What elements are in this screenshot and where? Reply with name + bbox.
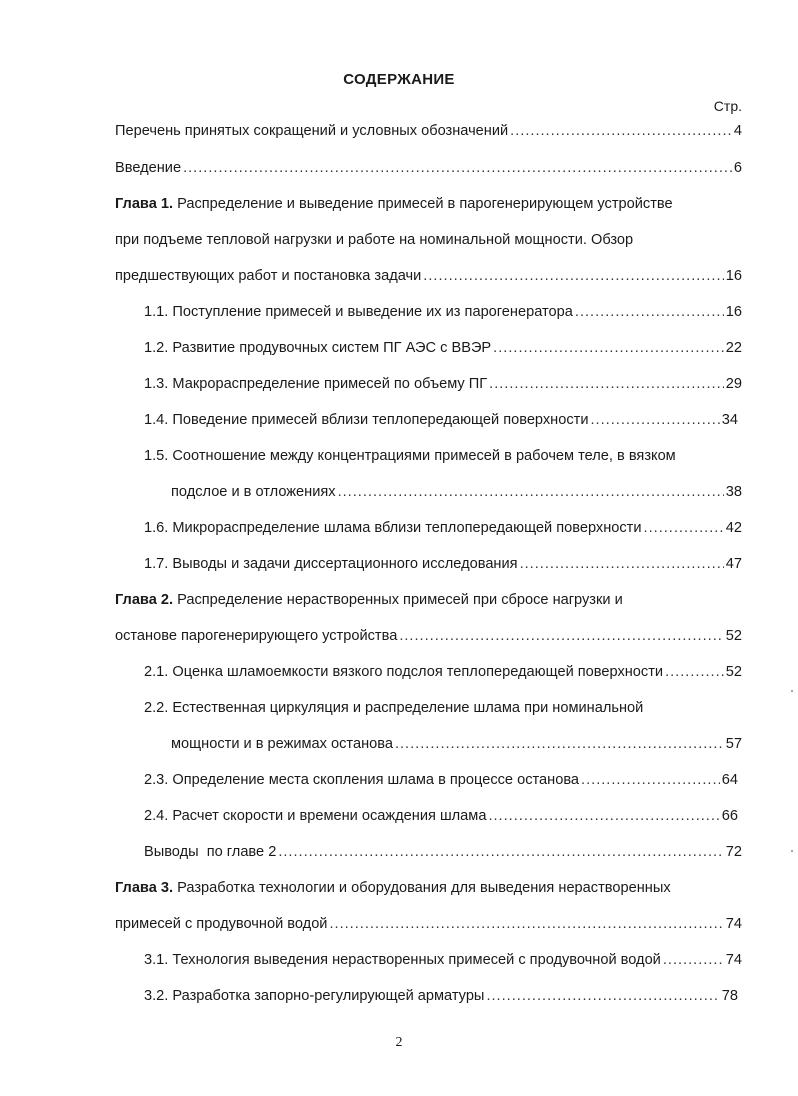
toc-entry-3-1 (144, 951, 742, 969)
toc-leader-dots (488, 807, 719, 825)
toc-entry-page: 74 (725, 916, 742, 932)
toc-entry-text: Перечень принятых сокращений и условных обозначений (115, 123, 509, 139)
toc-entry-text: 2.1. Оценка шламоемкости вязкого подслоя теплопередающей поверхности (144, 664, 664, 680)
chapter-label: Глава 3. (115, 880, 174, 896)
toc-entry-page: 29 (725, 376, 742, 392)
toc-leader-dots (644, 519, 724, 537)
toc-entry-2-3 (144, 771, 738, 789)
toc-entry-text: 3.1. Технология выведения нерастворенных примесей с продувочной водой (144, 952, 661, 968)
toc-entry-2-1 (144, 663, 742, 681)
scan-speck (791, 690, 793, 692)
toc-entry-page: 52 (725, 664, 742, 680)
toc-leader-dots (395, 735, 724, 753)
toc-leader-dots (486, 987, 719, 1005)
toc-entry-2-2-line-1: 2.2. Естественная циркуляция и распределение шлама при номинальной (144, 700, 644, 716)
toc-entry-page: 34 (721, 412, 738, 428)
toc-entry-text: останове парогенерирующего устройства (115, 628, 398, 644)
toc-leader-dots (591, 411, 720, 429)
toc-entry-text: мощности и в режимах останова (171, 736, 393, 752)
toc-entry-page: 72 (725, 844, 742, 860)
toc-leader-dots (338, 483, 724, 501)
toc-entry-introduction (115, 159, 742, 177)
toc-entry-text: Разработка технологии и оборудования для выведения нерастворенных (173, 880, 671, 896)
toc-entry-text: 2.3. Определение места скопления шлама в процессе останова (144, 772, 580, 788)
chapter-label: Глава 1. (115, 196, 174, 212)
toc-entry-page: 38 (725, 484, 742, 500)
toc-entry-1-2 (144, 339, 742, 357)
toc-leader-dots (581, 771, 720, 789)
scan-speck (791, 850, 793, 852)
toc-entry-1-5-line-1: 1.5. Соотношение между концентрациями примесей в рабочем теле, в вязком (144, 448, 676, 464)
toc-entry-text: 2.4. Расчет скорости и времени осаждения шлама (144, 808, 487, 824)
toc-entry-page: 16 (725, 304, 742, 320)
toc-leader-dots (663, 951, 724, 969)
toc-leader-dots (665, 663, 724, 681)
toc-entry-chapter-2-conclusions (144, 843, 742, 861)
toc-entry-text: Выводы по главе 2 (144, 844, 277, 860)
toc-entry-page: 66 (721, 808, 738, 824)
toc-entry-page: 22 (725, 340, 742, 356)
page-number: 2 (395, 1035, 403, 1050)
toc-entry-text: Распределение и выведение примесей в парогенерирующем устройстве (173, 196, 673, 212)
toc-chapter-2-line-1 (115, 591, 623, 609)
toc-entry-1-5-line-2 (171, 483, 742, 501)
toc-entry-page: 52 (725, 628, 742, 644)
toc-leader-dots (510, 122, 732, 140)
toc-entry-text: предшествующих работ и постановка задачи (115, 268, 422, 284)
toc-entry-1-4 (144, 411, 738, 429)
toc-leader-dots (493, 339, 724, 357)
toc-leader-dots (329, 915, 723, 933)
toc-chapter-3-line-2 (115, 915, 742, 933)
toc-entry-abbreviations (115, 122, 742, 140)
toc-entry-2-4 (144, 807, 738, 825)
toc-entry-text: 1.1. Поступление примесей и выведение их из парогенератора (144, 304, 573, 320)
toc-entry-1-6 (144, 519, 742, 537)
toc-entry-page: 47 (725, 556, 742, 572)
toc-entry-text: 3.2. Разработка запорно-регулирующей арматуры (144, 988, 485, 1004)
toc-entry-page: 78 (721, 988, 738, 1004)
toc-leader-dots (520, 555, 724, 573)
toc-entry-text: 1.6. Микрораспределение шлама вблизи теплопередающей поверхности (144, 520, 642, 536)
toc-leader-dots (183, 159, 732, 177)
toc-entry-page: 64 (721, 772, 738, 788)
page-title: СОДЕРЖАНИЕ (343, 71, 455, 88)
toc-entry-text: Распределение нерастворенных примесей при сбросе нагрузки и (173, 592, 623, 608)
chapter-label: Глава 2. (115, 592, 174, 608)
toc-entry-text: 1.3. Макрораспределение примесей по объему ПГ (144, 376, 488, 392)
toc-chapter-1-line-3 (115, 267, 742, 285)
toc-entry-text: Введение (115, 160, 182, 176)
toc-leader-dots (575, 303, 724, 321)
toc-entry-1-3 (144, 375, 742, 393)
toc-entry-text: примесей с продувочной водой (115, 916, 328, 932)
toc-entry-page: 57 (725, 736, 742, 752)
toc-entry-text: подслое и в отложениях (171, 484, 336, 500)
toc-chapter-1-line-1 (115, 195, 673, 213)
page-column-label: Стр. (713, 98, 742, 114)
toc-entry-text: 1.4. Поведение примесей вблизи теплопередающей поверхности (144, 412, 589, 428)
toc-entry-3-2 (144, 987, 738, 1005)
toc-leader-dots (489, 375, 724, 393)
toc-chapter-2-line-2 (115, 627, 742, 645)
toc-entry-page: 16 (725, 268, 742, 284)
toc-entry-text: 1.2. Развитие продувочных систем ПГ АЭС с ВВЭР (144, 340, 492, 356)
toc-chapter-1-line-2: при подъеме тепловой нагрузки и работе на номинальной мощности. Обзор (115, 232, 634, 248)
toc-leader-dots (423, 267, 723, 285)
toc-entry-page: 42 (725, 520, 742, 536)
toc-leader-dots (399, 627, 723, 645)
toc-chapter-3-line-1 (115, 879, 671, 897)
toc-entry-text: 1.7. Выводы и задачи диссертационного исследования (144, 556, 518, 572)
toc-leader-dots (278, 843, 723, 861)
toc-entry-page: 6 (733, 160, 742, 176)
toc-entry-2-2-line-2 (171, 735, 742, 753)
toc-entry-1-1 (144, 303, 742, 321)
toc-entry-page: 74 (725, 952, 742, 968)
toc-entry-1-7 (144, 555, 742, 573)
toc-entry-page: 4 (733, 123, 742, 139)
